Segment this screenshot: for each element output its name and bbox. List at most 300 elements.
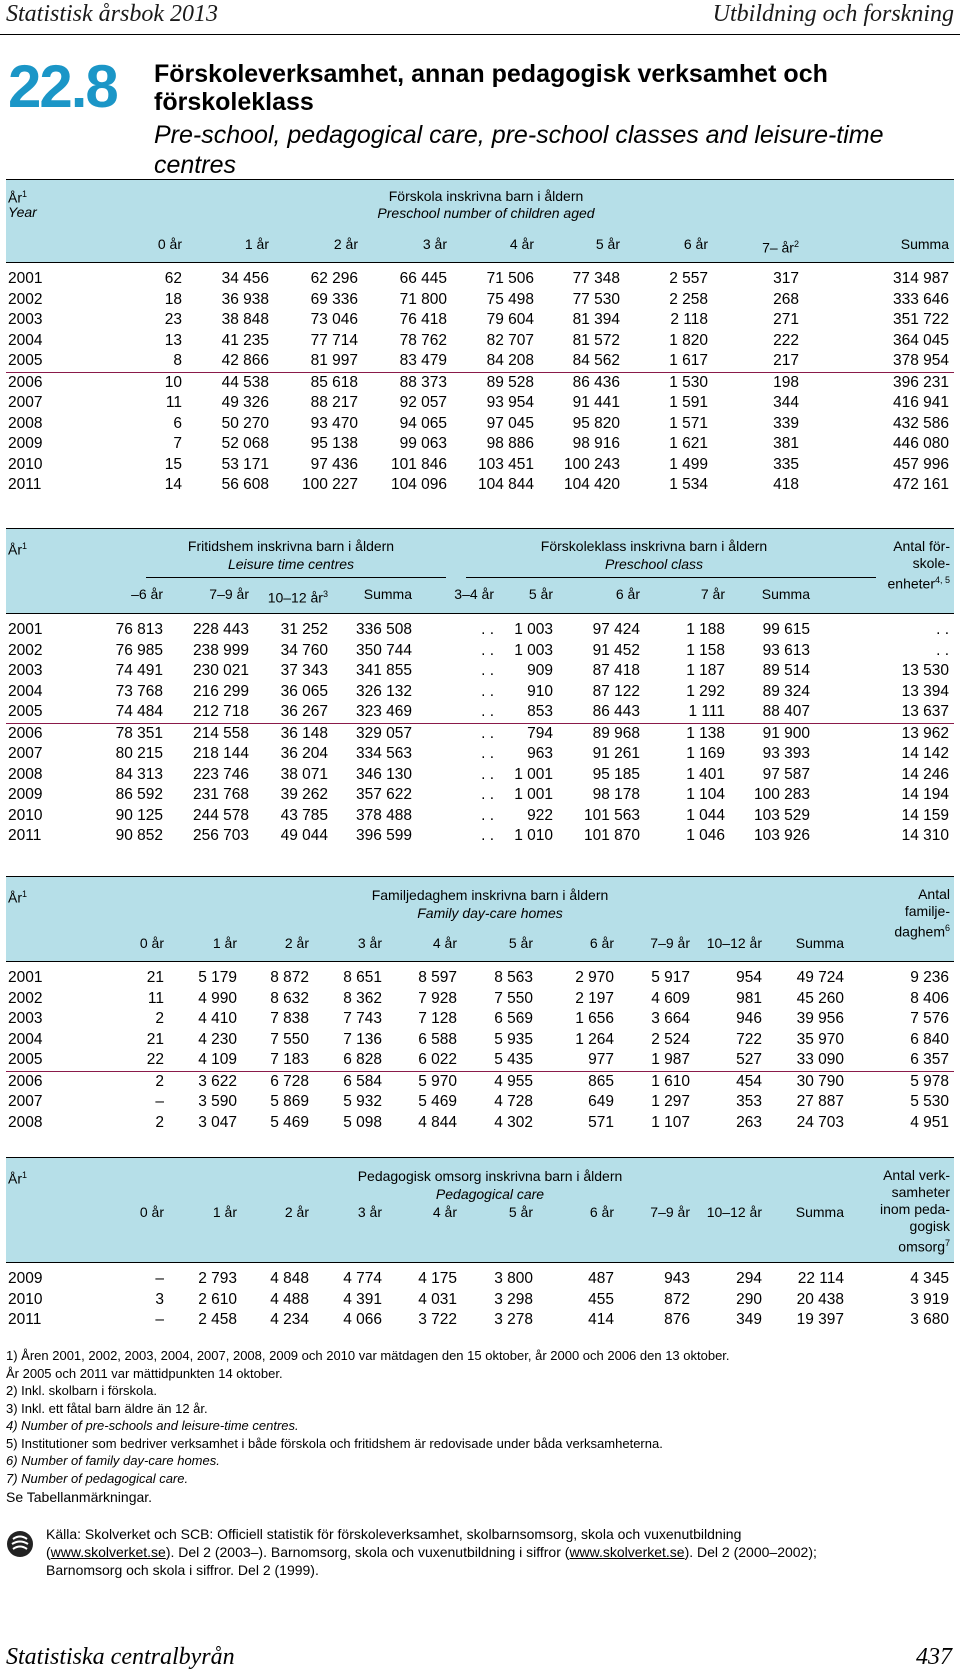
data-cell: 256 703 <box>192 827 249 844</box>
column-header: –6 år <box>131 586 163 602</box>
data-cell: 20 438 <box>796 1290 844 1308</box>
data-cell: 1 044 <box>686 806 725 824</box>
data-cell: 73 768 <box>115 682 163 700</box>
year-cell: 2004 <box>8 331 43 349</box>
data-cell: 7 743 <box>343 1010 382 1027</box>
data-cell: 1 621 <box>669 435 708 452</box>
table-row <box>6 1030 954 1051</box>
data-cell: 88 373 <box>399 373 447 391</box>
data-cell: 335 <box>773 455 799 473</box>
data-cell: 4 109 <box>198 1051 237 1068</box>
data-cell: 350 744 <box>355 641 412 659</box>
data-cell: 344 <box>773 394 799 411</box>
data-cell: 13 <box>164 331 182 349</box>
year-cell: 2002 <box>8 989 43 1007</box>
data-cell: 39 956 <box>796 1010 844 1027</box>
data-cell: 1 292 <box>686 682 725 700</box>
data-cell: 4 728 <box>494 1093 533 1110</box>
data-cell: 7 576 <box>910 1010 949 1027</box>
data-cell: 364 045 <box>892 331 949 349</box>
data-cell: 36 204 <box>280 745 328 762</box>
year-cell: 2011 <box>8 827 42 844</box>
data-cell: . . <box>481 682 494 700</box>
data-cell: 323 469 <box>355 703 412 720</box>
year-cell: 2003 <box>8 1010 43 1027</box>
preschoolclass-underline <box>466 577 876 578</box>
data-cell: 2 458 <box>198 1311 237 1328</box>
pedagogical-units-label: Antal verk- samheter inom peda- gogisk omsorg$^7$ <box>879 1167 950 1255</box>
data-cell: 943 <box>664 1270 690 1287</box>
data-cell: 81 572 <box>572 331 620 349</box>
table-row <box>6 1071 954 1093</box>
column-header: Summa <box>900 236 949 252</box>
data-cell: 8 872 <box>270 969 309 986</box>
data-cell: 5 917 <box>651 969 690 986</box>
data-cell: 82 707 <box>486 331 534 349</box>
data-cell: 472 161 <box>892 476 949 493</box>
data-cell: 49 724 <box>796 969 844 986</box>
data-cell: 396 599 <box>355 827 412 844</box>
data-cell: . . <box>481 745 494 762</box>
leisure-group-label-en: Leisure time centres <box>227 556 355 572</box>
data-cell: 378 954 <box>892 352 949 369</box>
data-cell: 5 179 <box>198 969 237 986</box>
data-cell: 36 065 <box>280 682 328 700</box>
data-cell: 333 646 <box>892 290 949 308</box>
table-row <box>6 723 954 745</box>
table-row <box>6 310 954 331</box>
data-cell: 223 746 <box>192 765 249 783</box>
data-cell: 1 010 <box>514 827 553 844</box>
column-header: 5 år <box>595 236 620 252</box>
data-cell: 4 774 <box>343 1270 382 1287</box>
data-cell: 457 996 <box>892 455 949 473</box>
data-cell: 4 234 <box>270 1311 309 1328</box>
data-cell: 222 <box>773 331 799 349</box>
data-cell: – <box>155 1270 164 1287</box>
data-cell: 6 022 <box>418 1051 457 1068</box>
column-header: 5 år <box>508 935 533 951</box>
data-cell: 36 267 <box>280 703 328 720</box>
data-cell: 6 728 <box>270 1072 309 1090</box>
data-cell: 341 855 <box>355 662 412 679</box>
table-row <box>6 661 954 682</box>
column-header: 3 år <box>422 236 447 252</box>
data-cell: 3 622 <box>198 1072 237 1090</box>
page-header <box>0 0 960 35</box>
data-cell: 4 990 <box>198 989 237 1007</box>
column-header: 6 år <box>615 586 640 602</box>
data-cell: 93 954 <box>486 394 534 411</box>
data-cell: 38 071 <box>280 765 328 783</box>
data-cell: 89 968 <box>592 724 640 742</box>
skolverket-link-1[interactable]: www.skolverket.se <box>50 1544 166 1560</box>
data-cell: 1 001 <box>514 786 553 803</box>
data-cell: 244 578 <box>192 806 249 824</box>
data-cell: 6 828 <box>343 1051 382 1068</box>
table-row <box>6 351 954 372</box>
data-cell: 527 <box>736 1051 762 1068</box>
column-header: 7–9 år <box>650 935 690 951</box>
data-cell: 6 584 <box>343 1072 382 1090</box>
data-cell: 381 <box>773 435 799 452</box>
data-cell: 74 484 <box>115 703 163 720</box>
year-cell: 2002 <box>8 290 43 308</box>
data-cell: 7 183 <box>270 1051 309 1068</box>
data-cell: 53 171 <box>221 455 269 473</box>
year-label-en: Year <box>8 204 37 220</box>
year-cell: 2001 <box>8 969 43 986</box>
data-cell: . . <box>481 662 494 679</box>
data-cell: 85 618 <box>310 373 358 391</box>
data-cell: 99 063 <box>399 435 447 452</box>
data-cell: 218 144 <box>192 745 249 762</box>
data-cell: 4 230 <box>198 1030 237 1048</box>
data-cell: 1 571 <box>669 414 708 432</box>
column-header: 6 år <box>683 236 708 252</box>
table-row <box>6 682 954 703</box>
scb-logo-icon <box>6 1530 34 1558</box>
data-cell: 103 529 <box>753 806 810 824</box>
data-cell: 5 530 <box>910 1093 949 1110</box>
data-cell: 21 <box>146 969 164 986</box>
footnote: 2) Inkl. skolbarn i förskola. <box>6 1383 158 1398</box>
data-cell: 13 394 <box>901 682 949 700</box>
year-cell: 2006 <box>8 1072 43 1090</box>
data-cell: 103 451 <box>477 455 534 473</box>
data-cell: 271 <box>773 311 799 328</box>
table-row <box>6 1310 954 1331</box>
year-cell: 2008 <box>8 1113 43 1131</box>
data-cell: 216 299 <box>192 682 249 700</box>
data-cell: 36 938 <box>221 290 269 308</box>
data-cell: 1 610 <box>651 1072 690 1090</box>
data-cell: 97 045 <box>486 414 534 432</box>
column-header: 7–9 år <box>650 1204 690 1220</box>
data-cell: 416 941 <box>892 394 949 411</box>
data-cell: 910 <box>527 682 553 700</box>
data-cell: 8 362 <box>343 989 382 1007</box>
table-row <box>6 372 954 394</box>
column-header: 10–12 år <box>706 1204 762 1220</box>
data-cell: 99 615 <box>762 621 810 638</box>
data-cell: 876 <box>664 1311 690 1328</box>
preschool-table-header <box>6 179 954 263</box>
table-number: 22.8 <box>8 53 117 120</box>
data-cell: 1 187 <box>686 662 725 679</box>
data-cell: 1 003 <box>514 621 553 638</box>
data-cell: 3 047 <box>198 1113 237 1131</box>
data-cell: 30 790 <box>796 1072 844 1090</box>
data-cell: 97 587 <box>762 765 810 783</box>
leisure-underline <box>146 577 446 578</box>
table-row <box>6 826 954 847</box>
column-header: 3 år <box>357 935 382 951</box>
data-cell: 3 590 <box>198 1093 237 1110</box>
data-cell: 90 125 <box>115 806 163 824</box>
data-cell: 90 852 <box>115 827 163 844</box>
data-cell: 6 840 <box>910 1030 949 1048</box>
pedagogical-group-label-sv: Pedagogisk omsorg inskrivna barn i åldern <box>357 1168 623 1184</box>
data-cell: 909 <box>527 662 553 679</box>
data-cell: 357 622 <box>355 786 412 803</box>
data-cell: 212 718 <box>192 703 249 720</box>
data-cell: 5 869 <box>270 1093 309 1110</box>
data-cell: 268 <box>773 290 799 308</box>
data-cell: 76 813 <box>115 621 163 638</box>
data-cell: 346 130 <box>355 765 412 783</box>
data-cell: 62 <box>164 270 182 287</box>
data-cell: 5 469 <box>418 1093 457 1110</box>
preschoolclass-group-label-en: Preschool class <box>604 556 704 572</box>
data-cell: 11 <box>147 989 164 1007</box>
data-cell: 38 848 <box>221 311 269 328</box>
data-cell: 649 <box>588 1093 614 1110</box>
year-cell: 2008 <box>8 765 43 783</box>
data-cell: 8 632 <box>270 989 309 1007</box>
data-cell: 3 278 <box>494 1311 533 1328</box>
column-header: 1 år <box>212 1204 237 1220</box>
table-row <box>6 414 954 435</box>
year-label: $År^1$ <box>8 541 28 558</box>
data-cell: 78 762 <box>399 331 447 349</box>
data-cell: 4 848 <box>270 1270 309 1287</box>
data-cell: 79 604 <box>486 311 534 328</box>
data-cell: 14 194 <box>901 786 949 803</box>
data-cell: 2 524 <box>651 1030 690 1048</box>
data-cell: 27 887 <box>796 1093 844 1110</box>
data-cell: 1 046 <box>686 827 725 844</box>
year-cell: 2006 <box>8 373 43 391</box>
table-row <box>6 785 954 806</box>
year-cell: 2001 <box>8 270 43 287</box>
data-cell: 314 987 <box>892 270 949 287</box>
data-cell: 103 926 <box>753 827 810 844</box>
family-table-header <box>6 876 954 962</box>
data-cell: 87 418 <box>592 662 640 679</box>
year-cell: 2004 <box>8 682 43 700</box>
data-cell: 6 <box>173 414 182 432</box>
data-cell: 98 178 <box>592 786 640 803</box>
skolverket-link-2[interactable]: www.skolverket.se <box>569 1544 685 1560</box>
table-row <box>6 1113 954 1134</box>
table-title-en: Pre-school, pedagogical care, pre-school classes and leisure-time centres <box>154 121 884 179</box>
data-cell: . . <box>481 703 494 720</box>
column-header: 4 år <box>432 1204 457 1220</box>
data-cell: 23 <box>164 311 182 328</box>
data-cell: 84 208 <box>486 352 534 369</box>
data-cell: 231 768 <box>192 786 249 803</box>
data-cell: 41 235 <box>221 331 269 349</box>
data-cell: 8 <box>173 352 182 369</box>
data-cell: 33 090 <box>796 1051 844 1068</box>
year-label: $År^1$ <box>8 189 28 206</box>
table-row <box>6 455 954 476</box>
data-cell: 3 800 <box>494 1270 533 1287</box>
data-cell: 4 391 <box>343 1290 382 1308</box>
data-cell: 101 563 <box>583 806 640 824</box>
data-cell: 14 142 <box>901 745 949 762</box>
leisure-group-label-sv: Fritidshem inskrivna barn i åldern <box>187 538 395 554</box>
page-number: 437 <box>916 1644 952 1670</box>
data-cell: 454 <box>736 1072 762 1090</box>
column-header: 0 år <box>139 1204 164 1220</box>
data-cell: 2 197 <box>575 989 614 1007</box>
column-header: 4 år <box>432 935 457 951</box>
publication-title: Statistisk årsbok 2013 <box>6 1 219 27</box>
chapter-title: Utbildning och forskning <box>712 1 954 27</box>
data-cell: 76 985 <box>115 641 163 659</box>
data-cell: 1 987 <box>651 1051 690 1068</box>
year-cell: 2003 <box>8 311 43 328</box>
data-cell: 100 243 <box>563 455 620 473</box>
data-cell: 7 550 <box>494 989 533 1007</box>
data-cell: 872 <box>664 1290 690 1308</box>
data-cell: 14 246 <box>901 765 949 783</box>
year-cell: 2009 <box>8 435 43 452</box>
data-cell: 21 <box>146 1030 164 1048</box>
data-cell: 100 227 <box>301 476 358 493</box>
data-cell: 15 <box>164 455 182 473</box>
data-cell: 977 <box>588 1051 614 1068</box>
data-cell: 44 538 <box>221 373 269 391</box>
data-cell: 6 357 <box>910 1051 949 1068</box>
data-cell: 42 866 <box>221 352 269 369</box>
data-cell: 14 <box>164 476 182 493</box>
data-cell: . . <box>481 827 494 844</box>
data-cell: 1 107 <box>651 1113 690 1131</box>
data-cell: 1 138 <box>686 724 725 742</box>
data-cell: 77 530 <box>572 290 620 308</box>
year-cell: 2010 <box>8 1290 43 1308</box>
data-cell: 1 617 <box>669 352 708 369</box>
data-cell: 5 098 <box>343 1113 382 1131</box>
column-header: 3 år <box>357 1204 382 1220</box>
table-row <box>6 1050 954 1071</box>
column-header: 2 år <box>284 1204 309 1220</box>
data-cell: 18 <box>164 290 182 308</box>
data-cell: 4 844 <box>418 1113 457 1131</box>
data-cell: 86 436 <box>572 373 620 391</box>
data-cell: 418 <box>773 476 799 493</box>
data-cell: 432 586 <box>892 414 949 432</box>
column-header: 6 år <box>589 935 614 951</box>
data-cell: 351 722 <box>892 311 949 328</box>
data-cell: 81 394 <box>572 311 620 328</box>
column-header: 2 år <box>284 935 309 951</box>
data-cell: 2 <box>155 1113 164 1131</box>
data-cell: 198 <box>773 373 799 391</box>
data-cell: 7 136 <box>343 1030 382 1048</box>
data-cell: 7 128 <box>418 1010 457 1027</box>
data-cell: 34 760 <box>280 641 328 659</box>
data-cell: 94 065 <box>399 414 447 432</box>
leisure-table-header <box>6 528 954 614</box>
data-cell: . . <box>481 765 494 783</box>
year-cell: 2007 <box>8 394 43 411</box>
data-cell: 4 345 <box>910 1270 949 1287</box>
table-title-sv: Förskoleverksamhet, annan pedagogisk verksamhet och förskoleklass <box>154 60 828 116</box>
year-cell: 2007 <box>8 1093 43 1110</box>
group-label-en: Preschool number of children aged <box>377 205 595 221</box>
table-row <box>6 1269 954 1290</box>
data-cell: 1 820 <box>669 331 708 349</box>
column-header: 1 år <box>212 935 237 951</box>
data-cell: 22 <box>146 1051 164 1068</box>
data-cell: 571 <box>588 1113 614 1131</box>
data-cell: 91 452 <box>592 641 640 659</box>
family-homes-label: Antal familje- daghem$^6$ <box>894 886 950 940</box>
data-cell: 6 569 <box>494 1010 533 1027</box>
table-row <box>6 989 954 1010</box>
data-cell: 263 <box>736 1113 762 1131</box>
footnote: 1) Åren 2001, 2002, 2003, 2004, 2007, 2008, 2009 och 2010 var mätdagen den 15 oktober, år 2000 och 2006 den 13 oktober. <box>6 1348 730 1363</box>
data-cell: 104 844 <box>477 476 534 493</box>
data-cell: 71 800 <box>399 290 447 308</box>
data-cell: 45 260 <box>796 989 844 1007</box>
data-cell: 24 703 <box>796 1113 844 1131</box>
year-cell: 2004 <box>8 1030 43 1048</box>
data-cell: 88 407 <box>762 703 810 720</box>
data-cell: 4 488 <box>270 1290 309 1308</box>
column-header: 4 år <box>509 236 534 252</box>
data-cell: 8 406 <box>910 989 949 1007</box>
data-cell: 2 793 <box>198 1270 237 1287</box>
preschool-table <box>6 179 954 496</box>
data-cell: 98 886 <box>486 435 534 452</box>
data-cell: 238 999 <box>192 641 249 659</box>
data-cell: 69 336 <box>310 290 358 308</box>
year-cell: 2005 <box>8 1051 43 1068</box>
data-cell: 349 <box>736 1311 762 1328</box>
data-cell: 2 557 <box>669 270 708 287</box>
data-cell: 13 962 <box>901 724 949 742</box>
table-row <box>6 765 954 786</box>
data-cell: 97 436 <box>310 455 358 473</box>
data-cell: . . <box>481 786 494 803</box>
data-cell: 43 785 <box>280 806 328 824</box>
data-cell: 378 488 <box>355 806 412 824</box>
data-cell: 35 970 <box>796 1030 844 1048</box>
data-cell: 13 637 <box>901 703 949 720</box>
data-cell: 3 919 <box>910 1290 949 1308</box>
data-cell: 91 261 <box>592 745 640 762</box>
table-row <box>6 290 954 311</box>
data-cell: 89 324 <box>762 682 810 700</box>
footnote: 4) Number of pre-schools and leisure-time centres. <box>6 1418 299 1433</box>
table-row <box>6 968 954 989</box>
column-header: Summa <box>761 586 810 602</box>
column-header: 7–9 år <box>209 586 249 602</box>
data-cell: 39 262 <box>280 786 328 803</box>
table-row <box>6 475 954 496</box>
data-cell: 3 298 <box>494 1290 533 1308</box>
year-label: $År^1$ <box>8 1170 28 1187</box>
data-cell: – <box>155 1311 164 1328</box>
data-cell: 36 148 <box>280 724 328 742</box>
column-header: 6 år <box>589 1204 614 1220</box>
data-cell: 217 <box>773 352 799 369</box>
data-cell: 9 236 <box>910 969 949 986</box>
pedagogical-care-table <box>6 1157 954 1331</box>
data-cell: 80 215 <box>115 745 163 762</box>
data-cell: 4 410 <box>198 1010 237 1027</box>
data-cell: 1 188 <box>686 621 725 638</box>
data-cell: 66 445 <box>399 270 447 287</box>
table-row <box>6 434 954 455</box>
year-cell: 2002 <box>8 641 43 659</box>
family-group-label-sv: Familjedaghem inskrivna barn i åldern <box>371 887 609 903</box>
